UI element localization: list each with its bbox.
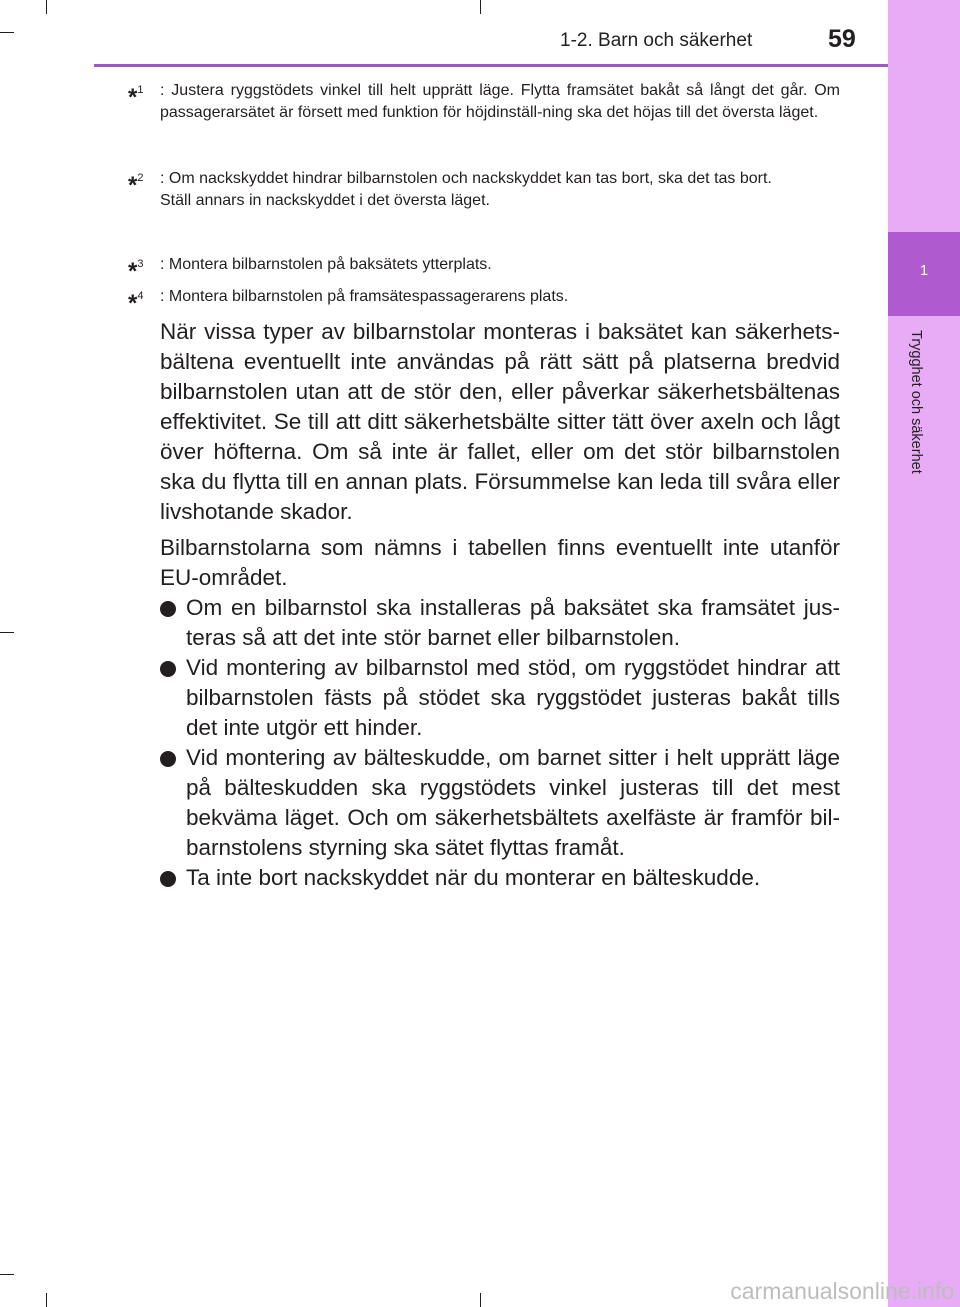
bullet-text: Vid montering av bilbarnstol med stöd, om ryggstödet hindrar att bilbarnstolen fästs på stödet ska ryggstödet justeras bakåt tills det inte utgör ett hinder. (186, 655, 840, 740)
crop-mark (46, 0, 47, 14)
section-title: 1-2. Barn och säkerhet (560, 30, 753, 51)
footnote-4 (128, 286, 840, 317)
footnote-3 (128, 254, 840, 285)
header-rule (94, 64, 888, 67)
bullet-icon (160, 871, 176, 887)
page-number: 59 (828, 25, 856, 53)
bullet-item (160, 863, 840, 893)
bullet-icon (160, 661, 176, 677)
footnote-1 (128, 80, 840, 124)
footnote-text: : Montera bilbarnstolen på framsätespassagerarens plats. (160, 288, 569, 305)
chapter-number: 1 (919, 262, 929, 279)
crop-mark (0, 1274, 14, 1275)
footnote-marker: *$^4$ (128, 290, 144, 317)
bullet-item (160, 593, 840, 653)
bullet-item (160, 653, 840, 743)
crop-mark (480, 0, 481, 14)
bullet-text: Ta inte bort nackskyddet när du monterar en bälteskudde. (186, 865, 761, 890)
body-paragraph: När vissa typer av bilbarnstolar monteras i baksätet kan säkerhets-bältena eventuellt inte användas på rätt sätt på platserna bredvid bilbarnstolen utan att de stör den, eller påverkar säkerhetsbältenas effektivitet. Se till att ditt säkerhetsbälte sitter tätt över axeln och lågt över höfterna. Om så inte är fallet, eller om det stör bilbarnstolen ska du flytta till en annan plats. Försummelse kan leda till svåra eller livshotande skador. (160, 319, 840, 524)
footnote-text: : Om nackskyddet hindrar bilbarnstolen och nackskyddet kan tas bort, ska det tas bort. (160, 170, 772, 187)
bullet-icon (160, 601, 176, 617)
footnote-marker: *$^2$ (128, 172, 144, 199)
crop-mark (0, 32, 14, 33)
crop-mark (0, 632, 14, 633)
crop-mark (480, 1293, 481, 1307)
bullet-item (160, 743, 840, 863)
bullet-icon (160, 751, 176, 767)
bullet-text: Om en bilbarnstol ska installeras på baksätet ska framsätet jus-teras så att det inte stör barnet eller bilbarnstolen. (186, 595, 840, 650)
footnote-marker: *$^1$ (128, 84, 144, 111)
crop-mark (46, 1293, 47, 1307)
watermark: carmanualsonline.info (730, 1278, 954, 1304)
bullet-text: Vid montering av bälteskudde, om barnet sitter i helt upprätt läge på bälteskudden ska ryggstödets vinkel justeras till det mest bekväma läget. Och om säkerhetsbältets axelfäste är framför bil-barnstolens styrning ska sätet flyttas framåt. (186, 745, 840, 860)
chapter-tab-strip (888, 0, 960, 1307)
footnote-text: : Justera ryggstödets vinkel till helt upprätt läge. Flytta framsätet bakåt så långt det går. Om passagerarsätet är försett med funktion för höjdinställ-ning ska det höjas till det översta läget. (160, 82, 840, 121)
footnote-text: : Montera bilbarnstolen på baksätets ytterplats. (160, 256, 492, 273)
footnote-2 (128, 168, 840, 212)
body-paragraph: Bilbarnstolarna som nämns i tabellen finns eventuellt inte utanför EU-området. (160, 535, 840, 590)
footnote-text-2: Ställ annars in nackskyddet i det översta läget. (160, 192, 490, 209)
footnote-marker: *$^3$ (128, 258, 144, 285)
chapter-label: Trygghet och säkerhet (908, 330, 924, 474)
